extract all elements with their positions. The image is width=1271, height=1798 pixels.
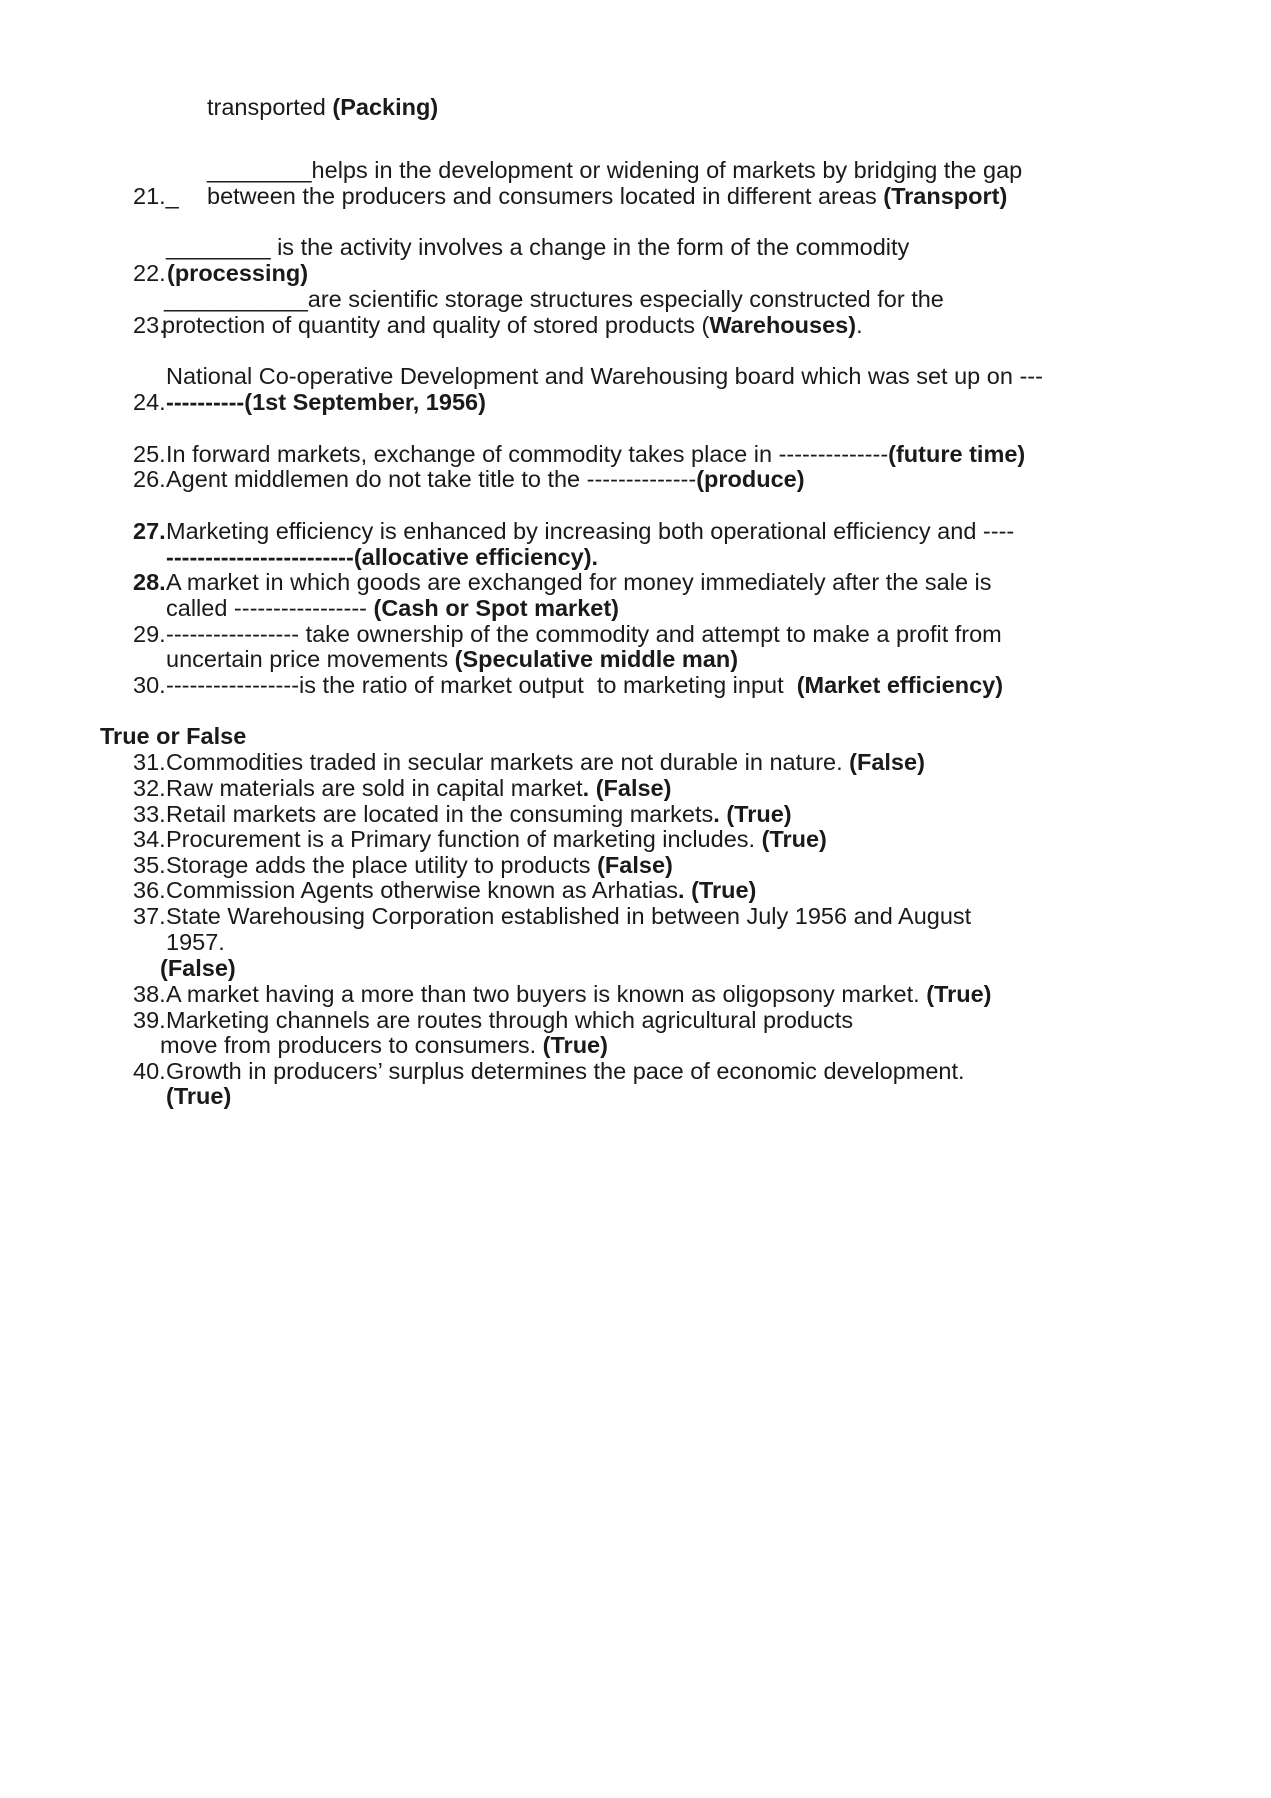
question-number: 24. bbox=[133, 389, 166, 415]
question-number: 40. bbox=[133, 1058, 166, 1084]
question-line bbox=[166, 774, 671, 803]
question-text: between the producers and consumers located in different areas bbox=[207, 183, 884, 209]
question-number: 38. bbox=[133, 981, 166, 1007]
question-text: ________ is the activity involves a change in the form of the commodity bbox=[166, 234, 910, 260]
question-number: 29. bbox=[133, 621, 166, 647]
question-text: move from producers to consumers. bbox=[160, 1032, 543, 1058]
question-text: Procurement is a Primary function of marketing includes. bbox=[166, 826, 762, 852]
question-number: 28. bbox=[133, 569, 166, 595]
question-text: ----------( bbox=[166, 389, 253, 415]
question-text: Marketing channels are routes through which agricultural products bbox=[166, 1007, 854, 1033]
punctuation: . bbox=[856, 312, 863, 338]
answer-text: (future time) bbox=[888, 441, 1026, 467]
question-line bbox=[166, 980, 992, 1009]
question-number: 26. bbox=[133, 466, 166, 492]
question-text: Storage adds the place utility to products bbox=[166, 852, 598, 878]
answer-text: (False) bbox=[849, 749, 925, 775]
question-text: State Warehousing Corporation established in between July 1956 and August bbox=[166, 903, 972, 929]
question-number: 36. bbox=[133, 877, 166, 903]
answer-text: (Packing) bbox=[332, 94, 439, 120]
question-number: 35. bbox=[133, 852, 166, 878]
answer-text: (allocative efficiency). bbox=[353, 544, 599, 570]
question-text: protection of quantity and quality of stored products ( bbox=[162, 312, 710, 338]
question-number: 31. bbox=[133, 749, 166, 775]
question-number: 25. bbox=[133, 441, 166, 467]
question-text: ------------------------ bbox=[166, 544, 354, 570]
question-text: Marketing efficiency is enhanced by increasing both operational efficiency and ---- bbox=[166, 518, 1015, 544]
answer-text: (Cash or Spot market) bbox=[373, 595, 619, 621]
question-text: Retail markets are located in the consuming markets bbox=[166, 801, 714, 827]
question-text: Agent middlemen do not take title to the -------------- bbox=[166, 466, 697, 492]
continuation-line bbox=[207, 93, 438, 122]
question-number: 32. bbox=[133, 775, 166, 801]
question-number: 23. bbox=[133, 312, 166, 338]
question-text: uncertain price movements bbox=[166, 646, 455, 672]
answer-text: 1st September, 1956) bbox=[252, 389, 486, 415]
question-number: 37. bbox=[133, 903, 166, 929]
answer-text: (True) bbox=[542, 1032, 608, 1058]
question-text: ___________are scientific storage structures especially constructed for the bbox=[164, 286, 944, 312]
question-number: 33. bbox=[133, 801, 166, 827]
question-text: called ----------------- bbox=[166, 595, 374, 621]
question-text: A market in which goods are exchanged for money immediately after the sale is bbox=[166, 569, 992, 595]
question-text: ----------------- take ownership of the commodity and attempt to make a profit from bbox=[166, 621, 1002, 647]
question-text: Raw materials are sold in capital market bbox=[166, 775, 583, 801]
question-text-line2: 1957. bbox=[166, 929, 225, 955]
question-text-line2 bbox=[166, 594, 619, 623]
question-number: 39. bbox=[133, 1007, 166, 1033]
question-number: 21._ bbox=[133, 183, 179, 209]
question-text: Commodities traded in secular markets are not durable in nature. bbox=[166, 749, 850, 775]
question-text: National Co-operative Development and Warehousing board which was set up on --- bbox=[166, 363, 1043, 389]
question-number: 22. bbox=[133, 260, 166, 286]
answer-text: (Speculative middle man) bbox=[454, 646, 739, 672]
answer-text: Warehouses) bbox=[709, 312, 857, 338]
question-line bbox=[166, 825, 827, 854]
answer-text: (processing) bbox=[167, 260, 309, 286]
question-text-line2 bbox=[166, 645, 738, 674]
question-line bbox=[166, 671, 1003, 700]
question-text: -----------------is the ratio of market output to marketing input bbox=[166, 672, 797, 698]
answer-text: (Transport) bbox=[883, 183, 1008, 209]
answer-text: . (True) bbox=[713, 801, 792, 827]
answer-text: (Market efficiency) bbox=[796, 672, 1004, 698]
question-text: transported bbox=[207, 94, 333, 120]
question-line bbox=[166, 748, 925, 777]
question-number: 27. bbox=[133, 518, 166, 544]
answer-text: . (False) bbox=[582, 775, 672, 801]
answer-text: (produce) bbox=[696, 466, 805, 492]
question-text-line2 bbox=[162, 311, 863, 340]
question-text: In forward markets, exchange of commodity takes place in -------------- bbox=[166, 441, 889, 467]
question-text: ________helps in the development or widening of markets by bridging the gap bbox=[207, 157, 1023, 183]
answer-text: . (True) bbox=[678, 877, 757, 903]
question-number: 34. bbox=[133, 826, 166, 852]
answer-text: (True) bbox=[926, 981, 992, 1007]
answer-text: (False) bbox=[597, 852, 673, 878]
answer-text: (False) bbox=[160, 955, 236, 981]
question-text-line2 bbox=[160, 1031, 608, 1060]
answer-text: (True) bbox=[761, 826, 827, 852]
question-text: Growth in producers’ surplus determines the pace of economic development. bbox=[166, 1058, 965, 1084]
question-text-line2 bbox=[166, 388, 486, 417]
question-line bbox=[166, 876, 756, 905]
question-text: A market having a more than two buyers is known as oligopsony market. bbox=[166, 981, 927, 1007]
question-text: Commission Agents otherwise known as Arhatias bbox=[166, 877, 679, 903]
question-number: 30. bbox=[133, 672, 166, 698]
question-line bbox=[166, 465, 805, 494]
question-text-line2 bbox=[207, 182, 1007, 211]
answer-text: (True) bbox=[166, 1083, 232, 1109]
section-heading: True or False bbox=[100, 723, 247, 749]
